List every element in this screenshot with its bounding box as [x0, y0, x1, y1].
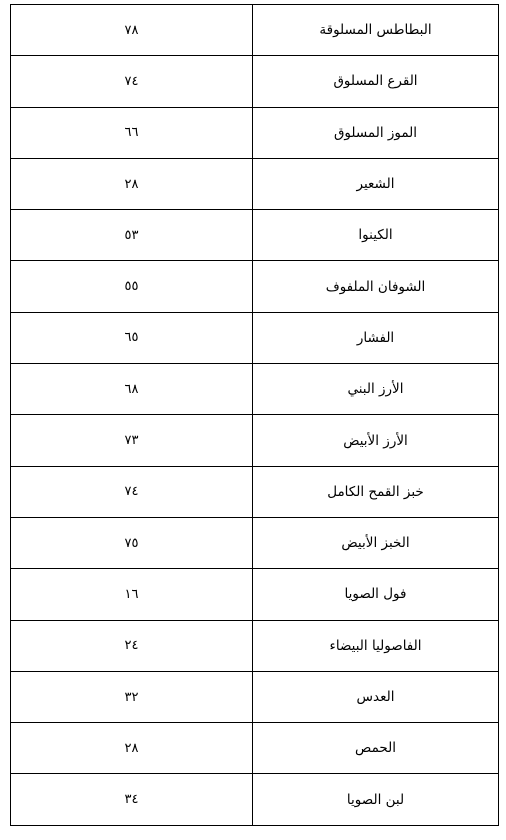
table-body: [11, 5, 499, 826]
food-value-table: [10, 4, 499, 826]
value-cell: ٦٦: [11, 107, 253, 158]
table-row: [11, 774, 499, 825]
value-cell: ٢٨: [11, 158, 253, 209]
value-cell: ٥٣: [11, 210, 253, 261]
value-cell: ٣٢: [11, 671, 253, 722]
food-name-cell: الخبز الأبيض: [253, 517, 499, 568]
value-cell: ٢٤: [11, 620, 253, 671]
food-name-cell: الأرز البني: [253, 364, 499, 415]
table-row: [11, 158, 499, 209]
value-cell: ٧٤: [11, 466, 253, 517]
food-name-cell: خبز القمح الكامل: [253, 466, 499, 517]
food-name-cell: الشوفان الملفوف: [253, 261, 499, 312]
food-name-cell: الشعير: [253, 158, 499, 209]
table-row: [11, 517, 499, 568]
food-name-cell: الحمص: [253, 723, 499, 774]
table-row: [11, 261, 499, 312]
table-row: [11, 569, 499, 620]
food-name-cell: الموز المسلوق: [253, 107, 499, 158]
food-name-cell: الفاصوليا البيضاء: [253, 620, 499, 671]
food-name-cell: العدس: [253, 671, 499, 722]
value-cell: ٣٤: [11, 774, 253, 825]
value-cell: ٧٥: [11, 517, 253, 568]
value-cell: ٦٨: [11, 364, 253, 415]
table-row: [11, 466, 499, 517]
table-row: [11, 210, 499, 261]
value-cell: ٦٥: [11, 312, 253, 363]
table-row: [11, 723, 499, 774]
food-name-cell: الفشار: [253, 312, 499, 363]
food-name-cell: البطاطس المسلوقة: [253, 5, 499, 56]
value-cell: ٧٤: [11, 56, 253, 107]
table-row: [11, 5, 499, 56]
value-cell: ١٦: [11, 569, 253, 620]
value-cell: ٢٨: [11, 723, 253, 774]
value-cell: ٧٣: [11, 415, 253, 466]
value-cell: ٧٨: [11, 5, 253, 56]
table-row: [11, 312, 499, 363]
food-name-cell: الكينوا: [253, 210, 499, 261]
food-name-cell: القرع المسلوق: [253, 56, 499, 107]
table-row: [11, 620, 499, 671]
table-row: [11, 107, 499, 158]
food-name-cell: لبن الصويا: [253, 774, 499, 825]
food-value-table-container: [10, 4, 496, 825]
value-cell: ٥٥: [11, 261, 253, 312]
table-row: [11, 56, 499, 107]
table-row: [11, 364, 499, 415]
food-name-cell: الأرز الأبيض: [253, 415, 499, 466]
table-row: [11, 415, 499, 466]
table-row: [11, 671, 499, 722]
food-name-cell: فول الصويا: [253, 569, 499, 620]
